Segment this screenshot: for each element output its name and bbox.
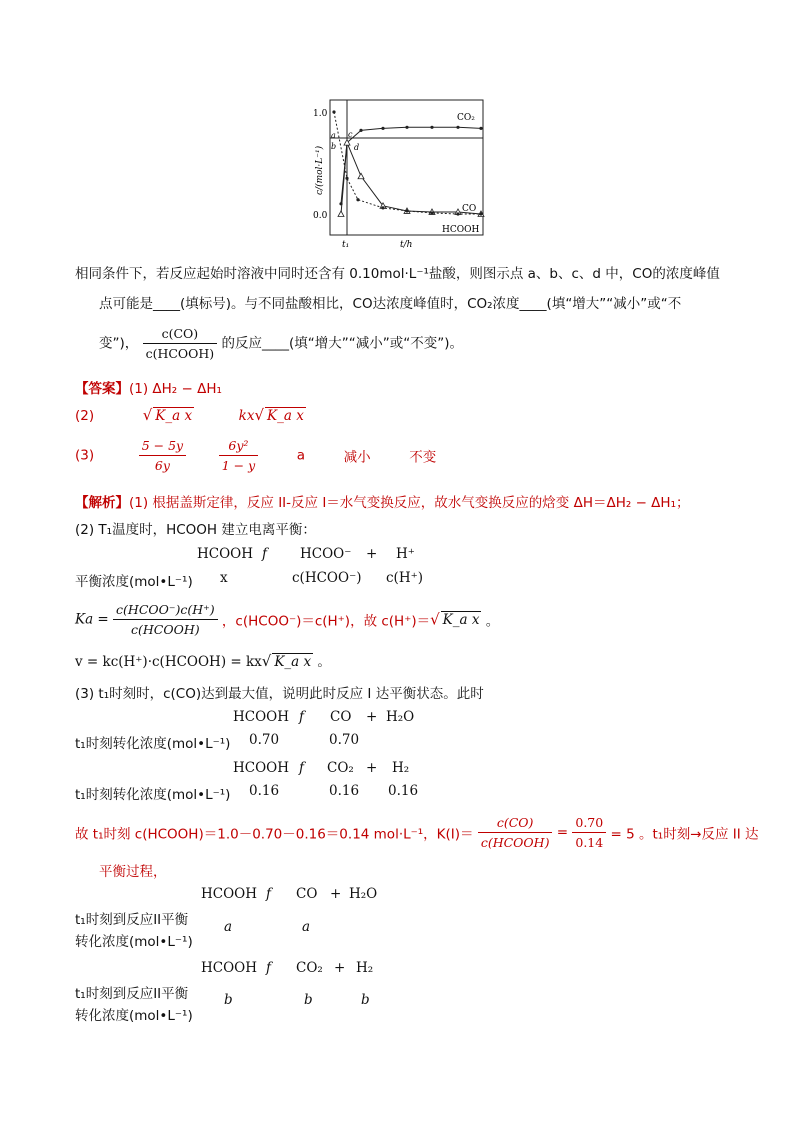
row2-c1: 0.70 xyxy=(249,732,280,748)
rate-text: v = kc(H⁺)·c(HCOOH) = kx xyxy=(75,654,262,670)
rate-sqrt: K_a x xyxy=(274,654,312,670)
answer-3-num: (3) xyxy=(75,447,95,464)
ka-fraction xyxy=(113,602,218,637)
y-tick-label-0: 0.0 xyxy=(313,211,328,221)
eq1-reactant: HCOOH xyxy=(197,546,254,562)
eq5-reactant: HCOOH xyxy=(201,960,258,976)
row4-c2: a xyxy=(302,919,311,935)
radical-icon: √ xyxy=(254,406,265,424)
row2-c2: 0.70 xyxy=(329,732,360,748)
answer-line-3 xyxy=(75,438,436,473)
y-axis-label: c/(mol·L⁻¹) xyxy=(315,145,325,195)
eq3-plus: + xyxy=(366,760,378,776)
concentration-chart xyxy=(0,0,794,260)
data-point-s1-2 xyxy=(358,173,364,179)
analysis-p2: (2) T₁温度时，HCOOH 建立电离平衡： xyxy=(75,522,316,538)
eq2-reactant: HCOOH xyxy=(233,709,290,725)
answer-3-t1: 减小 xyxy=(343,449,371,466)
question-line-2: 点可能是____(填标号)。与不同盐酸相比，CO达浓度峰值时，CO₂浓度____(填“增大”“减小”或“不 xyxy=(99,296,682,312)
data-point-s0-2 xyxy=(359,129,362,132)
eq4-product-2: H₂O xyxy=(349,886,378,902)
answer-2-num: (2) xyxy=(75,408,95,424)
row5-c2: b xyxy=(304,992,313,1008)
ka-lhs: Ka = xyxy=(75,611,109,628)
eq3-product-1: CO₂ xyxy=(327,760,354,776)
rate-line: v = kc(H⁺)·c(HCOOH) = kx√ K_a x 。 xyxy=(75,652,331,670)
k1-f2-num: 0.70 xyxy=(572,815,606,833)
eq4-product-1: CO xyxy=(296,886,318,902)
eq3-product-2: H₂ xyxy=(392,760,410,776)
k1-frac-2 xyxy=(572,815,606,850)
point-label-c: c xyxy=(348,130,353,139)
data-point-s2-4 xyxy=(405,209,408,212)
k1-frac-1 xyxy=(478,815,553,850)
q3-frac-den: c(HCOOH) xyxy=(145,346,215,361)
data-point-s2-2 xyxy=(356,198,359,201)
k1-pre: 故 t₁时刻 c(HCOOH)＝1.0－0.70－0.16＝0.14 mol·L⁻¹，K(I)＝ xyxy=(75,826,474,843)
analysis-line-1 xyxy=(75,491,689,511)
ka-line: Ka = $\frac{\text{c(HCOO⁻)c(H⁺)}}{\text{c(HCOOH)}}$ ，c(HCOO⁻)＝c(H⁺)，故 c(H⁺)＝√ K_a x 。 xyxy=(75,602,500,637)
row5-label-2: 转化浓度(mol•L⁻¹) xyxy=(75,1008,193,1024)
data-point-s2-0 xyxy=(332,110,335,113)
row4-c1: a xyxy=(224,919,233,935)
data-point-s2-7 xyxy=(479,212,482,215)
row5-label-1: t₁时刻到反应II平衡 xyxy=(75,986,189,1002)
data-point-s0-3 xyxy=(381,127,384,130)
eq1-product-2: H⁺ xyxy=(396,546,415,562)
a3-f1-den: 6y xyxy=(154,458,170,473)
eq5-product-1: CO₂ xyxy=(296,960,323,976)
eq5-arrow: f xyxy=(266,960,271,976)
row4-label-1: t₁时刻到反应II平衡 xyxy=(75,912,189,928)
eq1-product-1: HCOO⁻ xyxy=(300,546,352,562)
data-point-s0-7 xyxy=(479,127,482,130)
point-label-a: a xyxy=(331,131,336,140)
k1-eq: = xyxy=(556,824,569,841)
row1-c3: c(H⁺) xyxy=(386,570,423,586)
row5-c3: b xyxy=(361,992,370,1008)
ka-den: c(HCOOH) xyxy=(131,622,200,637)
y-tick-label-1: 1.0 xyxy=(313,109,328,119)
eq2-product-2: H₂O xyxy=(386,709,415,725)
series-line-0 xyxy=(341,127,481,204)
question-line-3 xyxy=(99,326,463,361)
ka-num: c(HCOO⁻)c(H⁺) xyxy=(113,602,218,620)
k1-f2-den: 0.14 xyxy=(575,835,604,850)
legend-co2: CO₂ xyxy=(457,113,475,123)
data-point-s2-5 xyxy=(430,211,433,214)
row1-label: 平衡浓度(mol•L⁻¹) xyxy=(75,574,193,590)
eq1-plus: + xyxy=(366,546,378,562)
analysis-label: 【解析】 xyxy=(75,495,129,511)
x-axis-label: t/h xyxy=(400,240,413,250)
data-point-s2-1 xyxy=(345,177,348,180)
eq2-plus: + xyxy=(366,709,378,725)
q3-pre: 变”)， xyxy=(99,335,139,352)
q3-fraction xyxy=(143,326,218,361)
eq4-reactant: HCOOH xyxy=(201,886,258,902)
answer-line-1 xyxy=(75,377,222,397)
ka-sqrt: K_a x xyxy=(442,612,480,628)
legend-co: CO xyxy=(462,204,477,214)
answer-2-v2-sqrt: K_a x xyxy=(267,408,304,424)
data-point-s0-5 xyxy=(430,126,433,129)
row5-c1: b xyxy=(224,992,233,1008)
point-label-d: d xyxy=(354,143,360,152)
a3-f2-num: 6y² xyxy=(219,438,258,456)
k1-f1-num: c(CO) xyxy=(478,815,553,833)
radical-icon: √ xyxy=(142,406,153,424)
answer-3-frac-1 xyxy=(139,438,186,473)
eq2-arrow: f xyxy=(299,709,304,725)
k1-line-2: 平衡过程， xyxy=(99,864,167,880)
row3-c3: 0.16 xyxy=(388,783,419,799)
answer-3-frac-2 xyxy=(219,438,258,473)
answer-1: (1) ΔH₂ − ΔH₁ xyxy=(129,381,222,397)
ka-rest: ，c(HCOO⁻)＝c(H⁺)，故 c(H⁺)＝ xyxy=(221,613,431,630)
q3-frac-num: c(CO) xyxy=(143,326,218,344)
data-point-s1-0 xyxy=(338,211,344,217)
data-point-s2-3 xyxy=(381,206,384,209)
row3-label: t₁时刻转化浓度(mol•L⁻¹) xyxy=(75,787,231,803)
data-point-s0-4 xyxy=(405,126,408,129)
radical-icon: √ xyxy=(430,610,440,629)
radical-icon: √ xyxy=(261,652,272,670)
eq5-plus: + xyxy=(334,960,346,976)
q3-post: 的反应____(填“增大”“减小”或“不变”)。 xyxy=(221,335,463,352)
question-line-1: 相同条件下，若反应起始时溶液中同时还含有 0.10mol·L⁻¹盐酸，则图示点 a、b、c、d 中，CO的浓度峰值 xyxy=(75,266,720,282)
eq4-arrow: f xyxy=(266,886,271,902)
data-point-s2-6 xyxy=(456,212,459,215)
answer-3-choice: a xyxy=(296,447,306,464)
answer-label: 【答案】 xyxy=(75,381,129,397)
row2-label: t₁时刻转化浓度(mol•L⁻¹) xyxy=(75,736,231,752)
k1-line xyxy=(75,815,759,850)
eq4-plus: + xyxy=(330,886,342,902)
point-label-b: b xyxy=(331,142,337,151)
k1-post: = 5 。t₁时刻→反应 II 达 xyxy=(610,826,759,843)
answer-3-t2: 不变 xyxy=(409,449,437,466)
eq5-product-2: H₂ xyxy=(356,960,374,976)
row3-c2: 0.16 xyxy=(329,783,360,799)
row1-c1: x xyxy=(220,570,228,586)
a3-f1-num: 5 − 5y xyxy=(139,438,186,456)
x-tick-label-t1: t₁ xyxy=(342,240,350,250)
answer-2-v2: kx xyxy=(238,408,255,424)
row4-label-2: 转化浓度(mol•L⁻¹) xyxy=(75,934,193,950)
analysis-p1: (1) 根据盖斯定律，反应 II-反应 I＝水气变换反应，故水气变换反应的焓变 ΔH＝ΔH₂ − ΔH₁； xyxy=(129,495,690,511)
eq3-reactant: HCOOH xyxy=(233,760,290,776)
eq1-arrow: f xyxy=(262,546,267,562)
row3-c1: 0.16 xyxy=(249,783,280,799)
legend-hcooh: HCOOH xyxy=(442,225,480,235)
analysis-p3: (3) t₁时刻时，c(CO)达到最大值，说明此时反应 I 达平衡状态。此时 xyxy=(75,686,484,702)
eq2-product-1: CO xyxy=(330,709,352,725)
eq3-arrow: f xyxy=(299,760,304,776)
row1-c2: c(HCOO⁻) xyxy=(292,570,362,586)
a3-f2-den: 1 − y xyxy=(221,458,256,473)
answer-2-v1: K_a x xyxy=(155,408,193,424)
data-point-s0-6 xyxy=(456,126,459,129)
answer-line-2 xyxy=(75,406,306,424)
k1-f1-den: c(HCOOH) xyxy=(480,835,550,850)
